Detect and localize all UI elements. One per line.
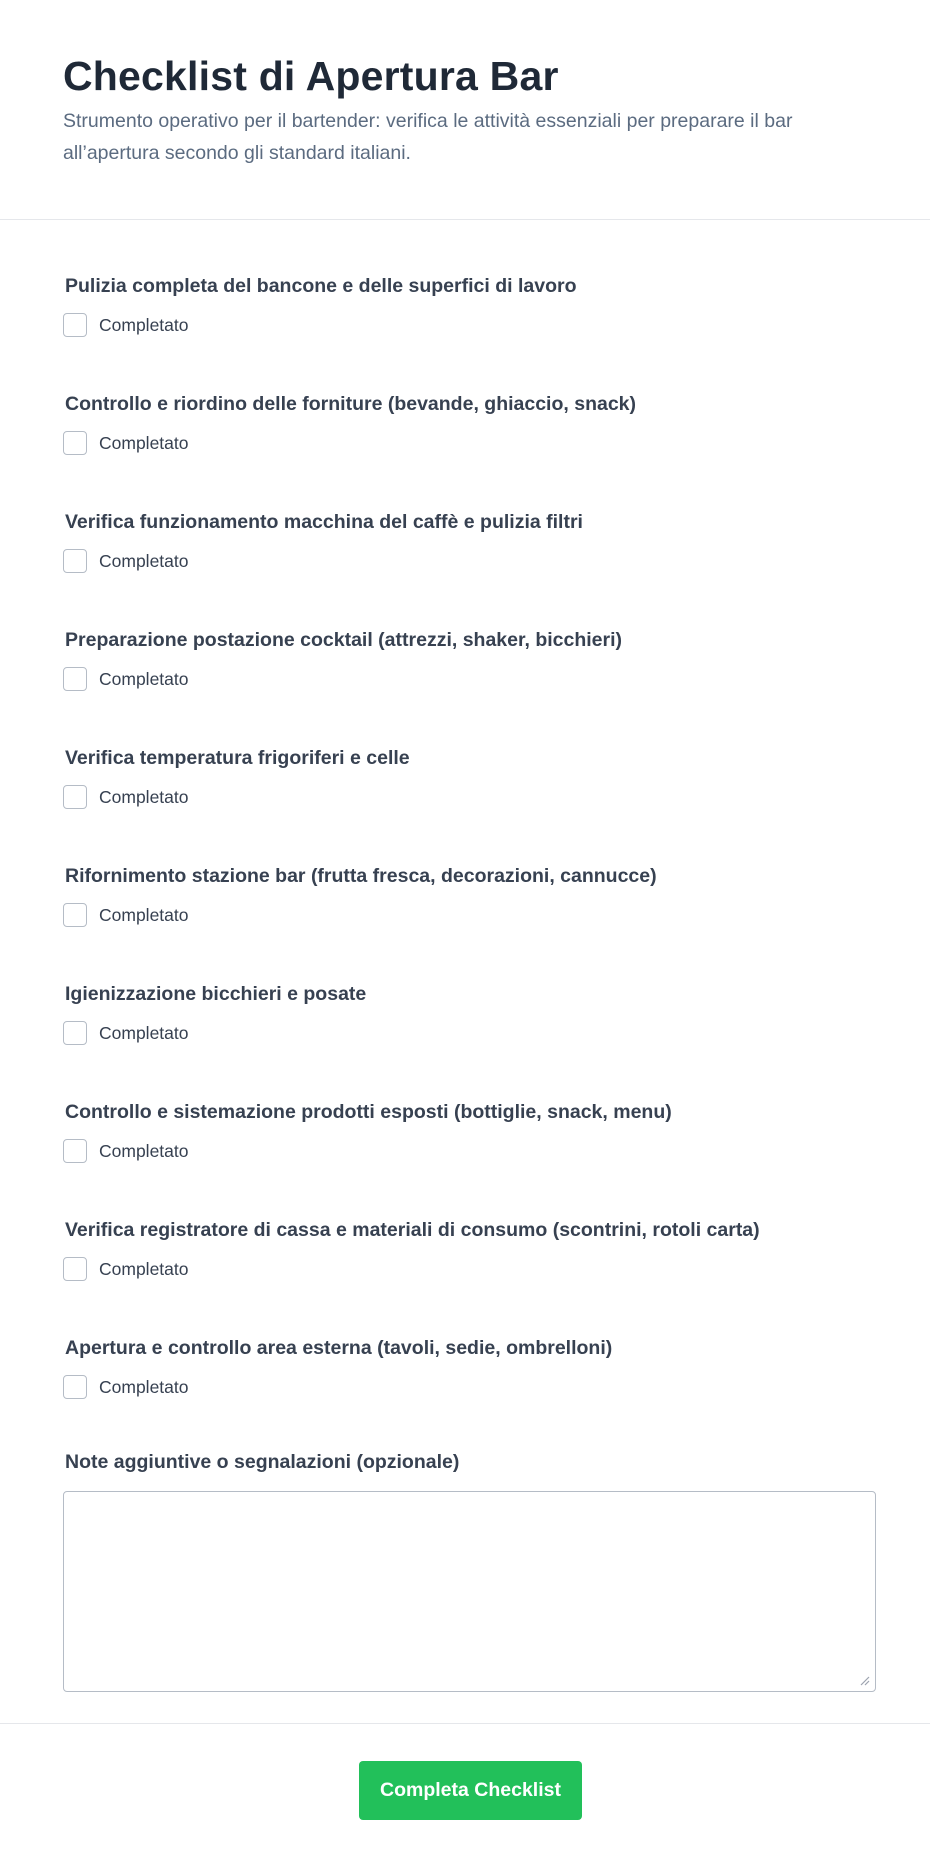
page-title: Checklist di Apertura Bar [63,53,559,99]
checklist-item-checkbox-row[interactable] [63,1374,189,1400]
resize-handle-icon[interactable] [858,1674,870,1686]
completed-checkbox[interactable] [63,431,87,455]
checklist-item-checkbox-row[interactable] [63,1020,189,1046]
completed-checkbox-label[interactable]: Completato [99,1022,189,1043]
checklist-item-checkbox-row[interactable] [63,1138,189,1164]
checklist-item-checkbox-row[interactable] [63,548,189,574]
completed-checkbox[interactable] [63,1139,87,1163]
checklist-item-checkbox-row[interactable] [63,666,189,692]
checklist-item-label: Controllo e riordino delle forniture (bevande, ghiaccio, snack) [65,393,637,415]
notes-textarea[interactable] [63,1491,876,1692]
completed-checkbox-label[interactable]: Completato [99,314,189,335]
checklist-item-label: Pulizia completa del bancone e delle superfici di lavoro [65,275,577,297]
checklist-item-label: Apertura e controllo area esterna (tavoli, sedie, ombrelloni) [65,1337,613,1359]
checklist-item-label: Verifica funzionamento macchina del caffè e pulizia filtri [65,511,583,533]
complete-checklist-button[interactable]: Completa Checklist [359,1761,582,1820]
completed-checkbox[interactable] [63,549,87,573]
completed-checkbox-label[interactable]: Completato [99,668,189,689]
checklist-item-checkbox-row[interactable] [63,902,189,928]
completed-checkbox[interactable] [63,1021,87,1045]
completed-checkbox[interactable] [63,903,87,927]
completed-checkbox-label[interactable]: Completato [99,432,189,453]
checklist-item-label: Rifornimento stazione bar (frutta fresca, decorazioni, cannucce) [65,865,657,887]
checklist-item-label: Preparazione postazione cocktail (attrezzi, shaker, bicchieri) [65,629,623,651]
checklist-item-checkbox-row[interactable] [63,1256,189,1282]
page-header [0,0,930,220]
footer-divider [0,1723,930,1724]
completed-checkbox-label[interactable]: Completato [99,1140,189,1161]
completed-checkbox-label[interactable]: Completato [99,786,189,807]
completed-checkbox[interactable] [63,667,87,691]
checklist-item-checkbox-row[interactable] [63,430,189,456]
checklist-item-checkbox-row[interactable] [63,784,189,810]
page-subtitle: Strumento operativo per il bartender: verifica le attività essenziali per preparare il bar all’apertura secondo gli standard italiani. [63,110,793,164]
checklist-item-label: Verifica registratore di cassa e materiali di consumo (scontrini, rotoli carta) [65,1219,760,1241]
completed-checkbox-label[interactable]: Completato [99,1258,189,1279]
checklist-item-label: Igienizzazione bicchieri e posate [65,983,367,1005]
checklist-item-checkbox-row[interactable] [63,312,189,338]
checklist-item-label: Verifica temperatura frigoriferi e celle [65,747,410,769]
completed-checkbox[interactable] [63,785,87,809]
completed-checkbox[interactable] [63,1257,87,1281]
completed-checkbox-label[interactable]: Completato [99,550,189,571]
completed-checkbox-label[interactable]: Completato [99,904,189,925]
completed-checkbox[interactable] [63,1375,87,1399]
checklist-item-label: Controllo e sistemazione prodotti esposti (bottiglie, snack, menu) [65,1101,672,1123]
completed-checkbox-label[interactable]: Completato [99,1376,189,1397]
completed-checkbox[interactable] [63,313,87,337]
notes-label: Note aggiuntive o segnalazioni (opzionale) [65,1451,460,1473]
